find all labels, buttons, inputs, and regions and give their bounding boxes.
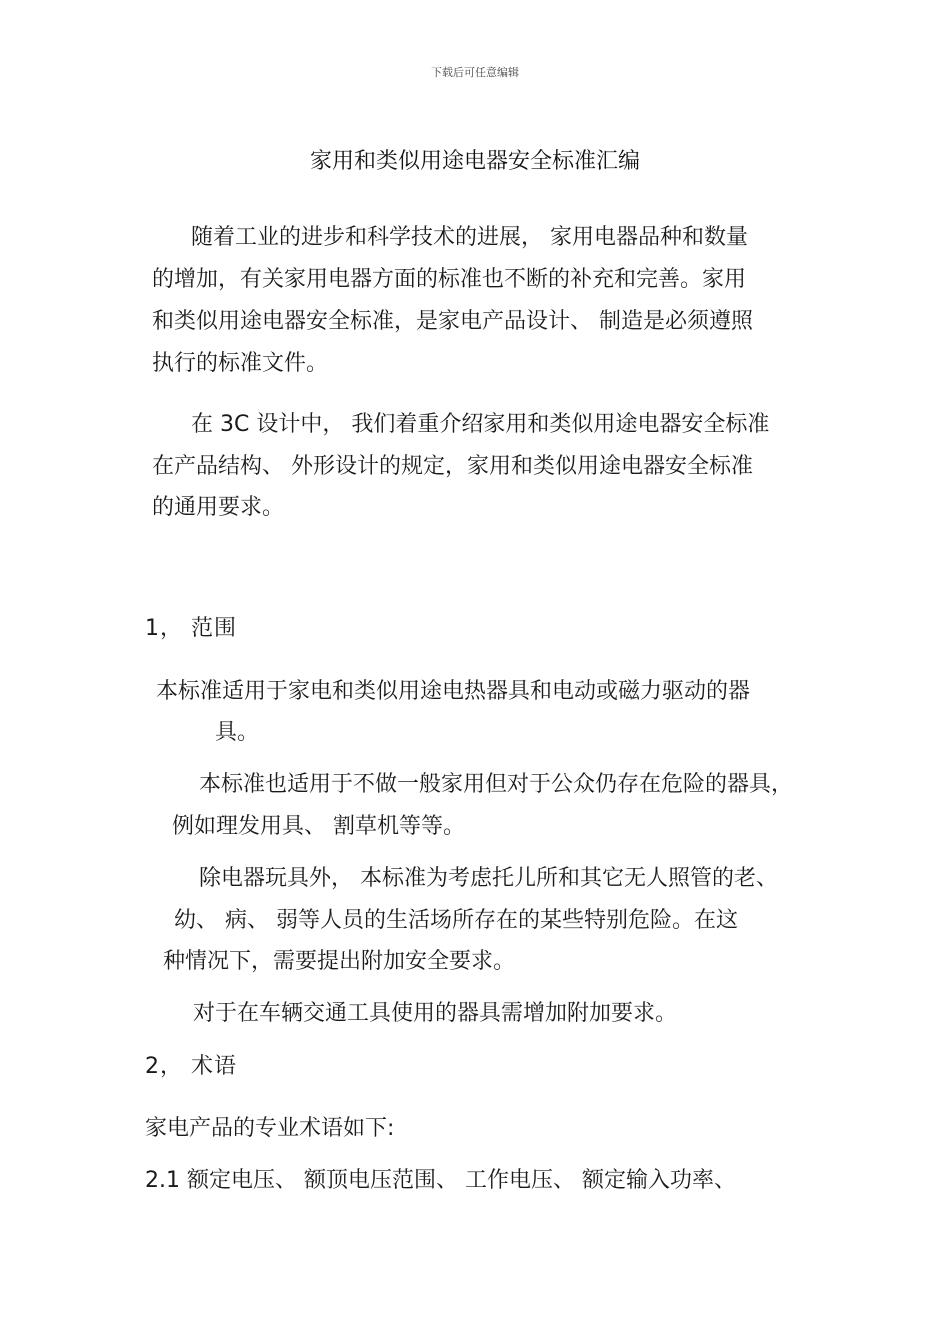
- document-title: 家用和类似用途电器安全标准汇编: [309, 149, 640, 174]
- intro-p1-line-3: 和类似用途电器安全标准，是家电产品设计、 制造是必须遵照: [152, 309, 753, 334]
- section-1-p1-line-1: 本标准适用于家电和类似用途电热器具和电动或磁力驱动的器: [156, 679, 751, 704]
- intro-p1-line-1: 随着工业的进步和科学技术的进展， 家用电器品种和数量: [191, 225, 748, 250]
- header-note: 下载后可任意编辑: [431, 66, 519, 79]
- section-1-p3-line-1: 除电器玩具外， 本标准为考虑托儿所和其它无人照管的老、: [199, 866, 778, 891]
- section-1-p4-line-1: 对于在车辆交通工具使用的器具需增加附加要求。: [193, 1001, 678, 1026]
- section-1-heading: 1， 范围: [145, 616, 237, 641]
- intro-p1-line-4: 执行的标准文件。: [152, 351, 329, 376]
- intro-p1-line-2: 的增加，有关家用电器方面的标准也不断的补充和完善。家用: [152, 267, 747, 292]
- section-2-item-2-1: 2.1 额定电压、 额顶电压范围、 工作电压、 额定输入功率、: [145, 1168, 736, 1193]
- intro-p2-line-2: 在产品结构、 外形设计的规定，家用和类似用途电器安全标准: [152, 454, 753, 479]
- section-1-p2-line-2: 例如理发用具、 割草机等等。: [172, 814, 465, 839]
- section-2-intro: 家电产品的专业术语如下:: [145, 1116, 395, 1141]
- section-2-heading: 2， 术语: [145, 1054, 237, 1079]
- section-1-p3-line-3: 种情况下，需要提出附加安全要求。: [163, 949, 516, 974]
- intro-p2-line-1: 在 3C 设计中， 我们着重介绍家用和类似用途电器安全标准: [191, 412, 770, 437]
- intro-p2-line-3: 的通用要求。: [152, 495, 285, 520]
- section-1-p2-line-1: 本标准也适用于不做一般家用但对于公众仍存在危险的器具，: [199, 772, 794, 797]
- section-1-p3-line-2: 幼、 病、 弱等人员的生活场所存在的某些特别危险。在这: [174, 908, 738, 933]
- section-1-p1-line-2: 具。: [215, 720, 260, 745]
